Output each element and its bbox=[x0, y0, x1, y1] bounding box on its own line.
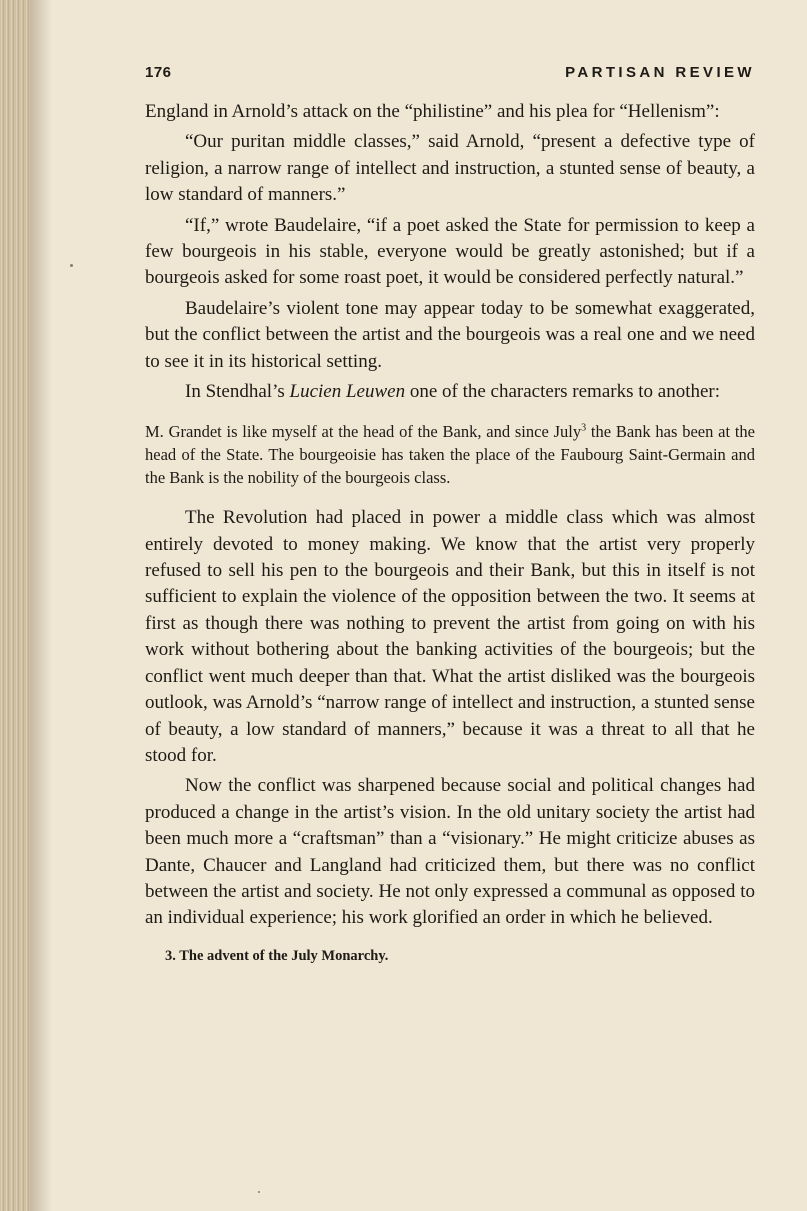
paragraph-continuation: England in Arnold’s attack on the “philistine” and his plea for “Hellenism”: bbox=[145, 101, 720, 122]
running-head bbox=[145, 64, 755, 81]
book-title-lucien-leuwen: Lucien Leuwen bbox=[289, 381, 406, 403]
book-binding-edge bbox=[0, 0, 30, 1211]
paper-speck bbox=[258, 1191, 260, 1193]
paragraph-stendhal bbox=[145, 379, 755, 405]
quote-text-before: M. Grandet is like myself at the head of the Bank, and since July bbox=[145, 422, 582, 442]
block-quote-grandet bbox=[145, 421, 755, 489]
gutter-shadow bbox=[30, 0, 52, 1211]
book-page bbox=[145, 64, 755, 966]
page-number: 176 bbox=[145, 64, 172, 81]
journal-title: PARTISAN REVIEW bbox=[565, 64, 755, 81]
footnote-marker: 3 bbox=[581, 422, 587, 434]
footnote: 3. The advent of the July Monarchy. bbox=[165, 947, 389, 964]
paragraph-baudelaire-tone: Baudelaire’s violent tone may appear today to be somewhat exaggerated, but the conflict between the artist and the bourgeois was a real one and we need to see it in its historical setting. bbox=[145, 297, 755, 372]
quote-text-after: the Bank has been at the head of the State. The bourgeoisie has taken the place of the Faubourg Saint-Germain and the Bank is the nobility of the bourgeois class. bbox=[145, 422, 755, 487]
paragraph-baudelaire-quote: “If,” wrote Baudelaire, “if a poet asked the State for permission to keep a few bourgeois in his stable, everyone would be greatly astonished; but if a bourgeois asked for some roast poet, it would be considered perfectly natural.” bbox=[145, 214, 755, 289]
paper-speck bbox=[70, 264, 73, 267]
paragraph-arnold-quote: “Our puritan middle classes,” said Arnold, “present a defective type of religion, a narrow range of intellect and instruction, a stunted sense of beauty, a low standard of manners.” bbox=[145, 131, 755, 206]
paragraph-revolution: The Revolution had placed in power a middle class which was almost entirely devoted to money making. We know that the artist very properly refused to sell his pen to the bourgeois and their Bank, but this in itself is not sufficient to explain the violence of the opposition between the two. It seems at first as though there was nothing to prevent the artist from going on with his work without bothering about the banking activities of the bourgeois; but the conflict went much deeper than that. What the artist disliked was the bourgeois outlook, was Arnold’s “narrow range of intellect and instruction, a stunted sense of beauty, a low standard of manners,” because it was a threat to all that he stood for. bbox=[145, 507, 755, 766]
stendhal-text-after: one of the characters remarks to another: bbox=[405, 381, 721, 403]
paragraph-conflict-sharpened: Now the conflict was sharpened because social and political changes had produced a change in the artist’s vision. In the old unitary society the artist had been much more a “craftsman” than a “visionary.” He might criticize abuses as Dante, Chaucer and Langland had criticized them, but there was no conflict between the artist and society. He not only expressed a communal as opposed to an individual experience; his work glorified an order in which he believed. bbox=[145, 775, 755, 929]
body-text bbox=[145, 99, 755, 932]
stendhal-text-before: In Stendhal’s bbox=[185, 381, 290, 403]
